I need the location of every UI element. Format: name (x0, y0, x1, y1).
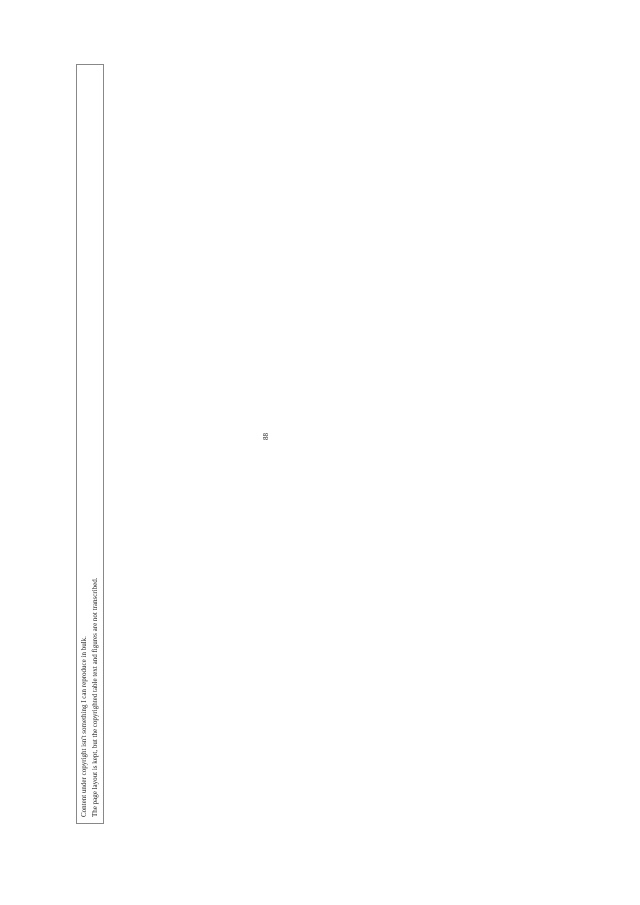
note-subtext: The page layout is kept, but the copyrighted table text and figures are not transcribed. (91, 577, 99, 817)
copyright-note (76, 64, 104, 824)
rotated-document (72, 28, 627, 828)
note-text: Content under copyright isn't something I can reproduce in bulk. (80, 636, 88, 817)
page-number: 88 (262, 433, 270, 440)
